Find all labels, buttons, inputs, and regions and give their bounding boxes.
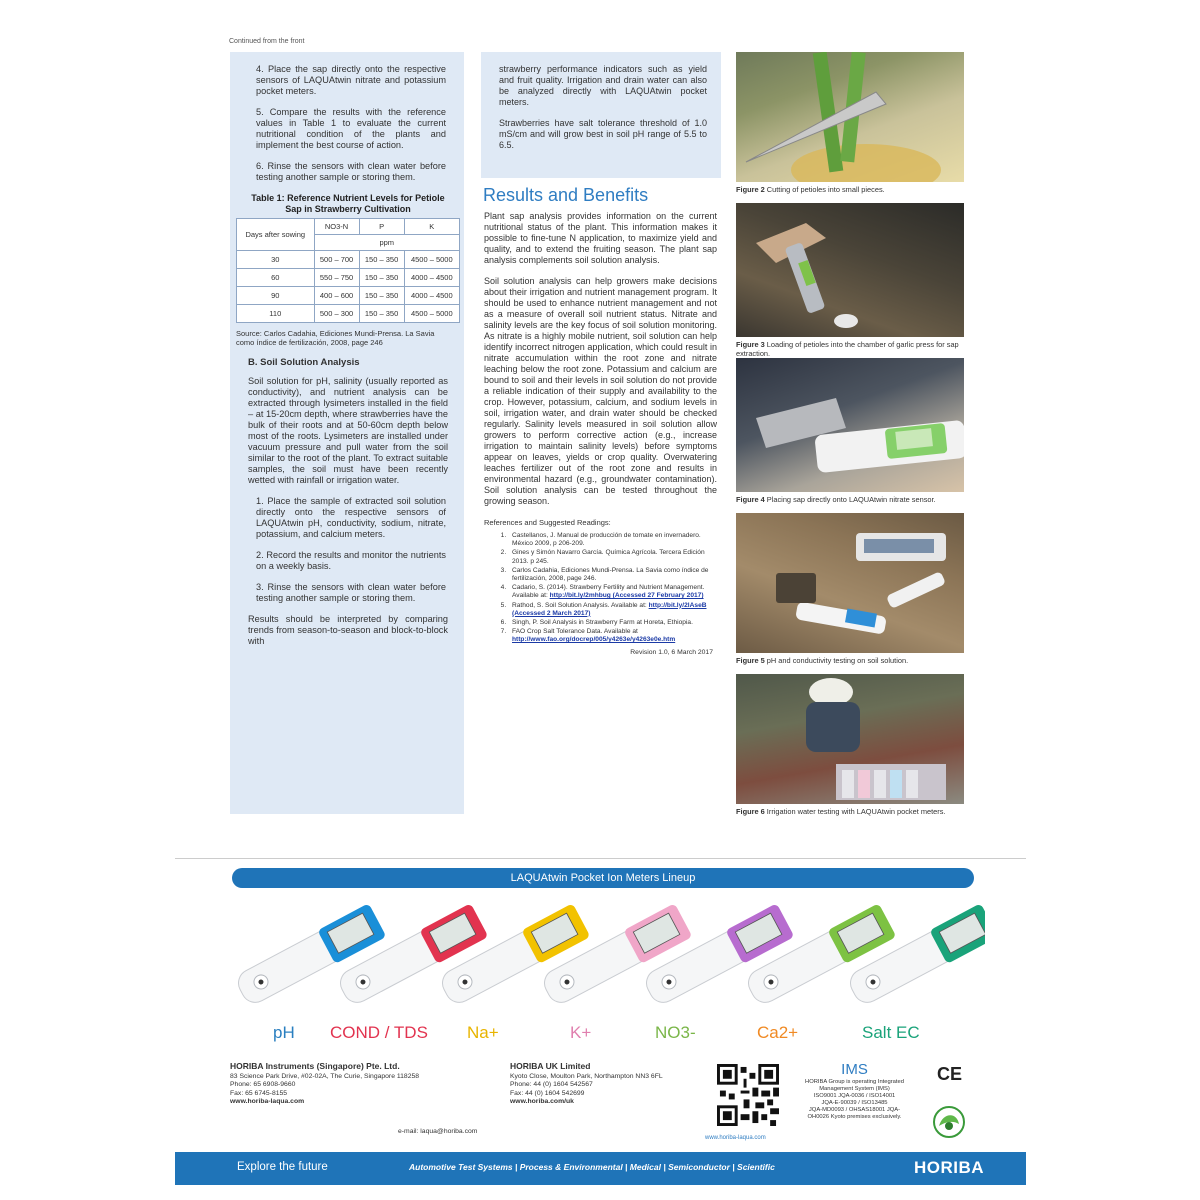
- eco-mark-icon: [927, 1104, 971, 1140]
- company-fax: Fax: 44 (0) 1604 542699: [510, 1089, 585, 1097]
- step-5: 5. Compare the results with the reference values in Table 1 to evaluate the current nutritional condition of the plants and implement the best course of action.: [256, 107, 446, 150]
- references-list: [484, 532, 717, 645]
- step-4: 4. Place the sap directly onto the respective sensors of LAQUAtwin nitrate and potassium pocket meters.: [256, 64, 446, 96]
- reference-text: Carlos Cadahia, Ediciones Mundi-Prensa. La Savia como índice de fertilización, 2008, page 246.: [512, 566, 709, 583]
- table-cell: 4000 – 4500: [404, 269, 459, 287]
- table-cell: 150 – 350: [359, 287, 404, 305]
- table-source: Source: Carlos Cadahia, Ediciones Mundi-Prensa. La Savia como índice de fertilización, 2008, page 246: [236, 329, 435, 347]
- results-title: Results and Benefits: [483, 185, 649, 205]
- reference-item: [508, 567, 717, 583]
- reference-text: Singh, P. Soil Analysis in Strawberry Farm at Horeta, Ethiopia.: [512, 619, 693, 627]
- ims-line: HORIBA Group is operating Integrated: [805, 1079, 904, 1085]
- figure-text: Irrigation water testing with LAQUAtwin pocket meters.: [764, 807, 946, 816]
- qr-caption: www.horiba-laqua.com: [705, 1135, 766, 1141]
- qr-code-icon[interactable]: [717, 1064, 779, 1126]
- irrigation-testing-illustration: [736, 674, 964, 804]
- table-header-no3: NO3-N: [314, 219, 359, 235]
- ims-certification: [787, 1062, 922, 1121]
- meter-lineup: [225, 895, 985, 1055]
- column-sap-and-soil: [230, 52, 464, 814]
- figure-label: Figure 6: [736, 807, 765, 816]
- company-website[interactable]: www.horiba.com/uk: [510, 1098, 574, 1105]
- figure-2-caption: [736, 185, 964, 203]
- figure-2-photo: [736, 52, 964, 182]
- figure-4-caption: [736, 495, 964, 513]
- b-step-1: 1. Place the sample of extracted soil solution directly onto the respective sensors of LAQUAtwin pH, conductivity, sodium, nitrate, potassium, and calcium meters.: [256, 496, 446, 539]
- brand-bar: [175, 1152, 1026, 1185]
- reference-text: Gines y Simón Navarro García. Química Agrícola. Tercera Edición 2013. p 245.: [512, 549, 705, 565]
- soil-solution-testing-illustration: [736, 513, 964, 653]
- meter-label-ph: pH: [273, 1023, 295, 1042]
- b-step-2: 2. Record the results and monitor the nutrients on a weekly basis.: [256, 550, 446, 571]
- table-cell: 4500 – 5000: [404, 305, 459, 323]
- table-1-caption: Table 1: Reference Nutrient Levels for Petiole Sap in Strawberry Cultivation: [251, 193, 445, 214]
- results-body: [481, 211, 721, 658]
- meter-label-k: K+: [570, 1023, 592, 1042]
- continued-box: [481, 52, 721, 178]
- table-cell: 500 – 700: [314, 251, 359, 269]
- figure-3-photo: [736, 203, 964, 337]
- figure-label: Figure 2: [736, 185, 765, 194]
- table-row: [237, 251, 460, 269]
- reference-nutrient-table: [236, 218, 460, 323]
- results-paragraph-1: Plant sap analysis provides information on the current nutritional status of the plant. This information makes it possible to fine-tune N application, to maximize yield and quality, and to extend the fruiting season. The plant sap analysis complements soil solution analysis.: [484, 211, 717, 265]
- column-figures: [736, 52, 964, 825]
- reference-item: [508, 619, 717, 627]
- figure-text: Loading of petioles into the chamber of garlic press for sap extraction.: [736, 340, 959, 358]
- section-b-text: Soil solution for pH, salinity (usually reported as conductivity), and nutrient analysis can be extracted through lysimeters installed in the field – at 15-20cm depth, where strawberries have the bulk of their roots and at 50-60cm depth below most of the roots. Lysimeters are installed under vacuum pressure and pull water from the soil similar to the root of the plant. To extract suitable samples, the soil must have been recently wetted with rainfall or irrigation water.: [248, 376, 448, 485]
- ce-mark: CE: [937, 1064, 963, 1084]
- figure-label: Figure 4: [736, 495, 765, 504]
- table-cell: 150 – 350: [359, 251, 404, 269]
- ims-title: IMS: [841, 1061, 868, 1078]
- table-cell: 550 – 750: [314, 269, 359, 287]
- company-address: 83 Science Park Drive, #02-02A, The Curie, Singapore 118258: [230, 1072, 420, 1080]
- meter-label-salt-ec: Salt EC: [862, 1023, 920, 1042]
- business-sectors: Automotive Test Systems | Process & Environmental | Medical | Semiconductor | Scientific: [409, 1162, 775, 1172]
- figure-text: Placing sap directly onto LAQUAtwin nitrate sensor.: [764, 495, 936, 504]
- table-header-days: Days after sowing: [237, 219, 315, 251]
- table-cell: 150 – 350: [359, 269, 404, 287]
- figure-4-photo: [736, 358, 964, 492]
- reference-link[interactable]: http://www.fao.org/docrep/005/y4263e/y4263e0e.htm: [512, 636, 676, 644]
- company-fax: Fax: 65 6745-8155: [230, 1089, 288, 1097]
- table-cell: 4000 – 4500: [404, 287, 459, 305]
- table-cell: 90: [237, 287, 315, 305]
- reference-item: [508, 584, 717, 600]
- table-cell: 30: [237, 251, 315, 269]
- company-address: Kyoto Close, Moulton Park, Northampton NN3 6FL: [510, 1072, 663, 1080]
- petiole-cutting-illustration: [736, 52, 964, 182]
- figure-6-photo: [736, 674, 964, 804]
- nitrate-sensor-illustration: [736, 358, 964, 492]
- meters-illustration: [225, 895, 985, 1021]
- lineup-title: LAQUAtwin Pocket Ion Meters Lineup: [232, 868, 974, 888]
- tagline: Explore the future: [237, 1161, 328, 1173]
- company-phone: Phone: 44 (0) 1604 542567: [510, 1081, 593, 1088]
- table-header-p: P: [359, 219, 404, 235]
- table-cell: 110: [237, 305, 315, 323]
- column-results: [481, 52, 721, 852]
- ims-line: JQA-MD0093 / OHSAS18001 JQA-: [808, 1107, 901, 1113]
- reference-text: Rathod, S. Soil Solution Analysis. Available at:: [512, 601, 649, 609]
- reference-item: [508, 628, 717, 644]
- figure-label: Figure 5: [736, 656, 765, 665]
- table-header-k: K: [404, 219, 459, 235]
- ims-line: Management System (IMS): [819, 1086, 890, 1092]
- references-title: References and Suggested Readings:: [484, 518, 611, 527]
- continued-note: Continued from the front: [229, 38, 305, 45]
- section-b-title: B. Soil Solution Analysis: [248, 357, 360, 368]
- reference-link[interactable]: http://bit.ly/2lAseB (Accessed 2 March 2017): [512, 601, 707, 617]
- reference-text: FAO Crop Salt Tolerance Data. Available at: [512, 628, 638, 636]
- reference-link[interactable]: http://bit.ly/2mhbug (Accessed 27 February 2017): [549, 592, 704, 600]
- company-phone: Phone: 65 6908-9660: [230, 1081, 296, 1088]
- step-6: 6. Rinse the sensors with clean water before testing another sample or storing them.: [256, 161, 446, 182]
- company-uk: [510, 1062, 710, 1107]
- table-cell: 4500 – 5000: [404, 251, 459, 269]
- box-paragraph-2: Strawberries have salt tolerance threshold of 1.0 mS/cm and will grow best in soil pH range of 5.5 to 6.5.: [499, 118, 707, 150]
- figure-5-photo: [736, 513, 964, 653]
- figure-text: Cutting of petioles into small pieces.: [764, 185, 885, 194]
- figure-5-caption: [736, 656, 964, 674]
- table-row: [237, 287, 460, 305]
- horiba-logo: HORIBA: [913, 1158, 984, 1177]
- company-singapore: [230, 1062, 490, 1107]
- figure-text: pH and conductivity testing on soil solution.: [764, 656, 909, 665]
- table-cell: 400 – 600: [314, 287, 359, 305]
- reference-item: [508, 532, 717, 548]
- table-row: [237, 305, 460, 323]
- figure-3-caption: [736, 340, 964, 358]
- reference-item: [508, 602, 717, 618]
- figure-6-caption: [736, 807, 964, 825]
- meter-label-no3: NO3-: [655, 1023, 696, 1042]
- meter-label-ca: Ca2+: [757, 1023, 799, 1042]
- contact-email[interactable]: e-mail: laqua@horiba.com: [398, 1128, 478, 1135]
- reference-text: Castellanos, J. Manual de producción de tomate en invernadero. México 2009, p 206-209.: [512, 532, 701, 548]
- meter-label-na: Na+: [467, 1023, 499, 1042]
- company-website[interactable]: www.horiba-laqua.com: [230, 1098, 305, 1105]
- company-name: HORIBA Instruments (Singapore) Pte. Ltd.: [230, 1061, 400, 1071]
- table-cell: 60: [237, 269, 315, 287]
- garlic-press-illustration: [736, 203, 964, 337]
- ims-line: JQA-E-90039 / ISO13485: [821, 1100, 888, 1106]
- revision-note: Revision 1.0, 6 March 2017: [630, 648, 713, 656]
- contact-footer: [175, 1058, 1026, 1150]
- section-divider: [175, 858, 1026, 859]
- ims-line: OH0026 Kyoto premises exclusively.: [807, 1114, 902, 1120]
- table-unit: ppm: [314, 235, 459, 251]
- company-name: HORIBA UK Limited: [510, 1061, 591, 1071]
- figure-label: Figure 3: [736, 340, 765, 349]
- reference-text: Cadario, S. (2014). Strawberry Fertility and Nutrient Management. Available at:: [512, 584, 705, 600]
- table-cell: 500 – 300: [314, 305, 359, 323]
- table-row: [237, 269, 460, 287]
- meter-label-cond: COND / TDS: [330, 1023, 428, 1042]
- brochure-page: [175, 0, 1026, 1200]
- b-step-3: 3. Rinse the sensors with clean water before testing another sample or storing them.: [256, 582, 446, 603]
- closing-text: Results should be interpreted by comparing trends from season-to-season and block-to-block with: [248, 614, 448, 646]
- reference-item: [508, 549, 717, 565]
- ims-line: ISO9001 JQA-0036 / ISO14001: [813, 1093, 896, 1099]
- results-paragraph-2: Soil solution analysis can help growers make decisions about their irrigation and nutrient management program. It should be used to enhance nutrient management and not as a measure of overall soil nutrient status. Nitrate and salinity levels are the key focus of soil solution monitoring. As nitrate is a highly mobile nutrient, soil solution can help identify incorrect nitrogen application, which could result in nitrate accumulation within the root zone and nitrate leaching below the root zone. Potassium and calcium are bound to soil and their levels in soil solution do not provide a reliable indication of their supply and availability to the crop. However, potassium, calcium, and sodium levels in soil, irrigation water, and drain water should be checked regularly. Salinity levels measured in soil solution allow growers to perform corrective action (e.g., increase irrigation to maintain salinity levels) before symptoms appear on leaves, yields or crop quality. Overwatering leaches fertilizer out of the root zone and results in environmental hazard (e.g., groundwater contamination). Soil solution analysis can be tested throughout the growing season.: [484, 276, 717, 506]
- box-paragraph-1: strawberry performance indicators such as yield and fruit quality. Irrigation and drain water can also be analyzed directly with LAQUAtwin pocket meters.: [499, 64, 707, 107]
- table-cell: 150 – 350: [359, 305, 404, 323]
